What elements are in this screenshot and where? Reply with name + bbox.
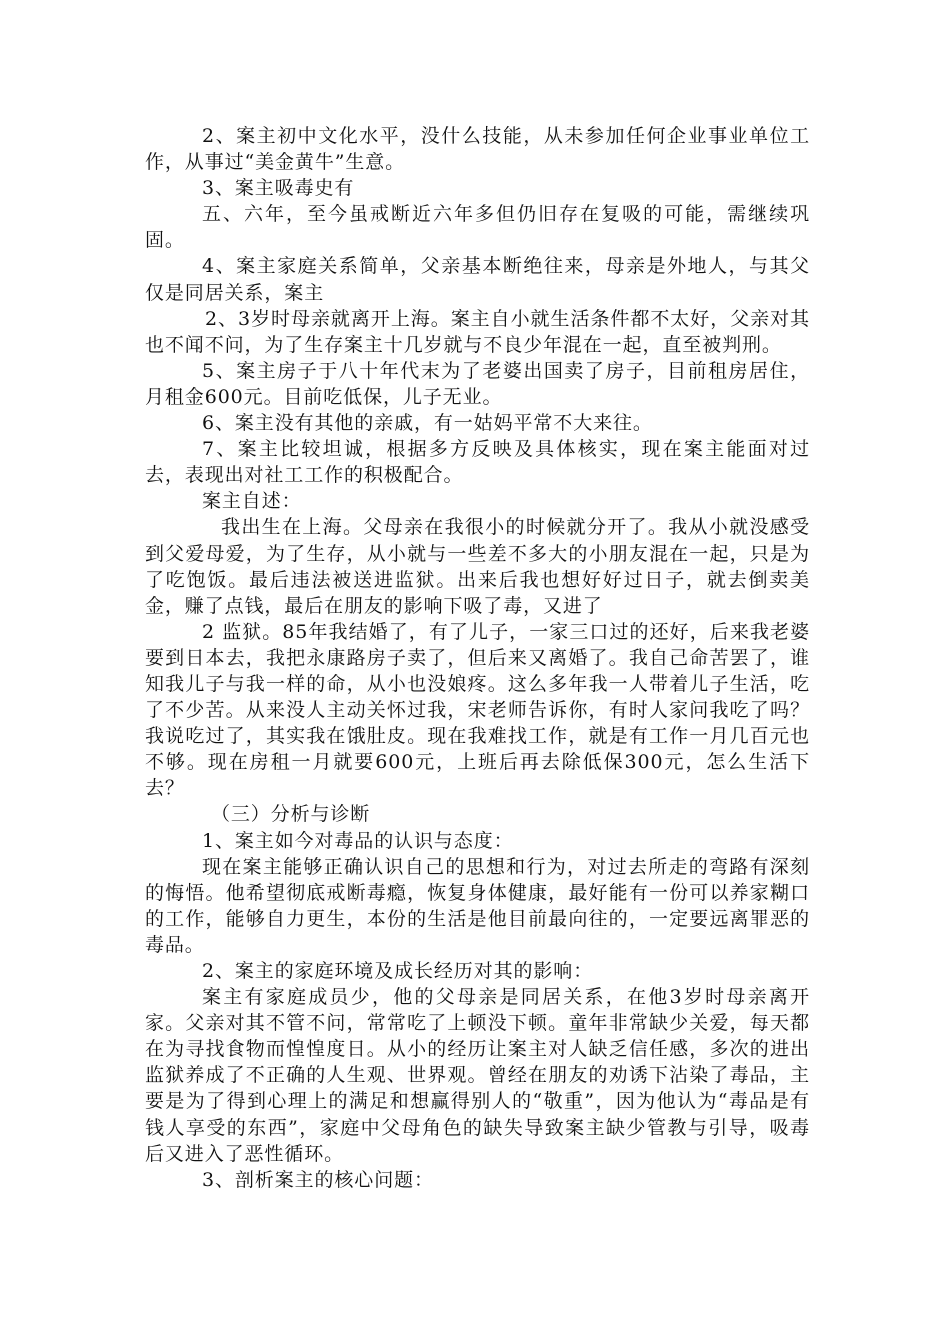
paragraph-education: 2、案主初中文化水平，没什么技能，从未参加任何企业事业单位工作，从事过“美金黄牛”生意。 bbox=[145, 125, 810, 174]
paragraph-childhood: 2、3岁时母亲就离开上海。案主自小就生活条件都不太好，父亲对其也不闻不问，为了生存案主十几岁就与不良少年混在一起，直至被判刑。 bbox=[145, 307, 810, 356]
paragraph-attitude: 现在案主能够正确认识自己的思想和行为，对过去所走的弯路有深刻的悔悟。他希望彻底戒断毒瘾，恢复身体健康，最好能有一份可以养家糊口的工作，能够自力更生，本份的生活是他目前最向往的，一定要远离罪恶的毒品。 bbox=[145, 855, 810, 956]
document-page bbox=[145, 123, 810, 1193]
paragraph-self-statement-continued: 2 监狱。85年我结婚了，有了儿子，一家三口过的还好，后来我老婆要到日本去，我把永康路房子卖了，但后来又离婚了。我自己命苦罢了，谁知我儿子与我一样的命，从小也没娘疼。这么多年我一人带着儿子生活，吃了不少苦。从来没人主动关怀过我，宋老师告诉你，有时人家问我吃了吗？我说吃过了，其实我在饿肚皮。现在我难找工作，就是有工作一月几百元也不够。现在房租一月就要600元，上班后再去除低保300元，怎么生活下去？ bbox=[145, 620, 810, 800]
paragraph-drug-history: 五、六年，至今虽戒断近六年多但仍旧存在复吸的可能，需继续巩固。 bbox=[145, 203, 810, 252]
paragraph-housing: 5、案主房子于八十年代末为了老婆出国卖了房子，目前租房居住，月租金600元。目前吃低保，儿子无业。 bbox=[145, 359, 810, 408]
paragraph-relatives: 6、案主没有其他的亲戚，有一姑妈平常不大来往。 bbox=[202, 412, 653, 435]
paragraph-self-statement: 我出生在上海。父母亲在我很小的时候就分开了。我从小就没感受到父爱母爱，为了生存，从小就与一些差不多大的小朋友混在一起，只是为了吃饱饭。最后违法被送进监狱。出来后我也想好好过日子，就去倒卖美金，赚了点钱，最后在朋友的影响下吸了毒，又进了 bbox=[145, 516, 810, 617]
paragraph-cooperation: 7、案主比较坦诚，根据多方反映及具体核实，现在案主能面对过去，表现出对社工工作的积极配合。 bbox=[145, 438, 810, 487]
paragraph-self-statement-heading: 案主自述： bbox=[202, 490, 302, 513]
section-heading-analysis: （三）分析与诊断 bbox=[211, 803, 371, 826]
paragraph-core-problem-heading: 3、剖析案主的核心问题： bbox=[202, 1168, 434, 1191]
paragraph-family-relations: 4、案主家庭关系简单，父亲基本断绝往来，母亲是外地人，与其父仅是同居关系，案主 bbox=[145, 255, 810, 304]
paragraph-family-influence-heading: 2、案主的家庭环境及成长经历对其的影响： bbox=[202, 960, 594, 982]
paragraph-drug-history-heading: 3、案主吸毒史有 bbox=[202, 177, 355, 200]
paragraph-family-influence: 案主有家庭成员少，他的父母亲是同居关系，在他3岁时母亲离开家。父亲对其不管不问，常常吃了上顿没下顿。童年非常缺少关爱，每天都在为寻找食物而惶惶度日。从小的经历让案主对人缺乏信任感，多次的进出监狱养成了不正确的人生观、世界观。曾经在朋友的劝诱下沾染了毒品，主要是为了得到心理上的满足和想赢得别人的“敬重”，因为他认为“毒品是有钱人享受的东西”，家庭中父母角色的缺失导致案主缺少管教与引导，吸毒后又进入了恶性循环。 bbox=[145, 986, 810, 1165]
paragraph-attitude-heading: 1、案主如今对毒品的认识与态度： bbox=[202, 829, 514, 852]
